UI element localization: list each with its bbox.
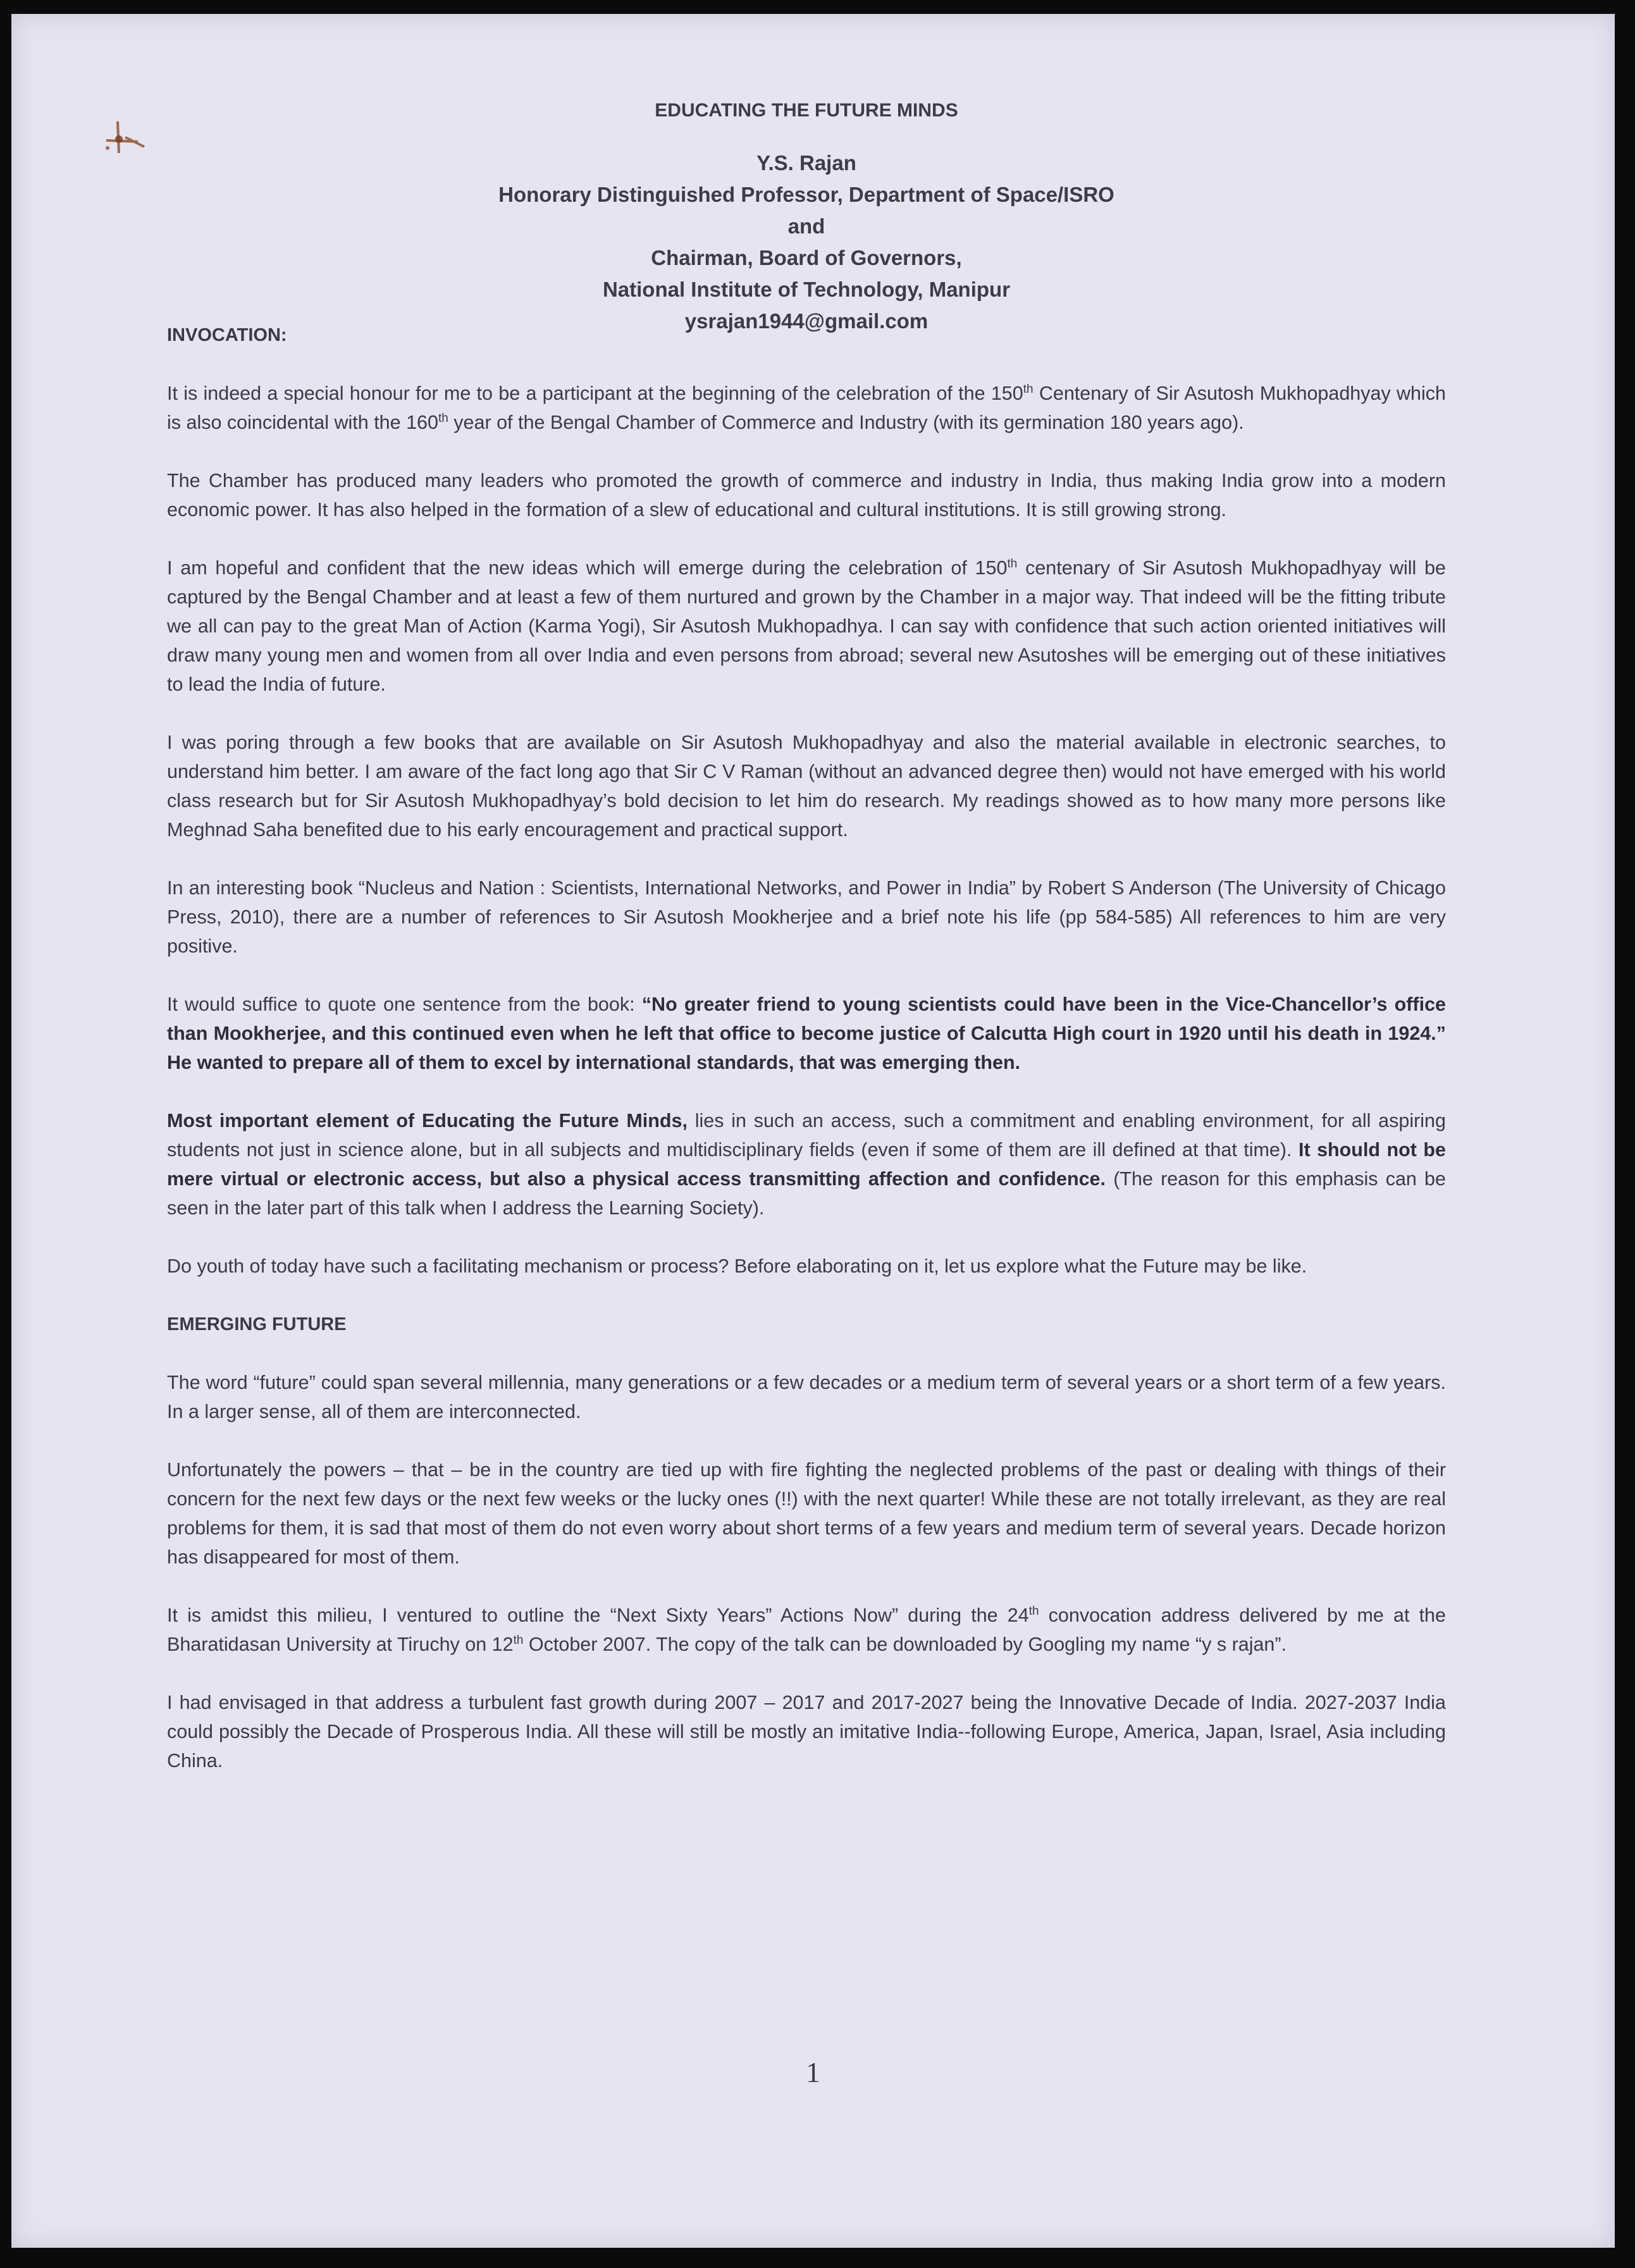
paragraph-2: The Chamber has produced many leaders who promoted the growth of commerce and industry in India, thus making India grow into a modern economic power. It has also helped in the formation of a slew of educational and cultural institutions. It is still growing strong. — [167, 470, 1446, 521]
author-position-2: Chairman, Board of Governors, — [651, 246, 962, 269]
paragraph-3 — [167, 553, 1446, 699]
paragraph-5: In an interesting book “Nucleus and Nation : Scientists, International Networks, and Power in India” by Robert S Anderson (The University of Chicago Press, 2010), there are a number of references to Sir Asutosh Mookherjee and a brief note his life (pp 584-585) All references to him are very positive. — [167, 877, 1446, 957]
paragraph-6 — [167, 990, 1446, 1077]
document-title: EDUCATING THE FUTURE MINDS — [655, 100, 958, 121]
section-heading-emerging-future: EMERGING FUTURE — [167, 1314, 347, 1334]
conjunction-and: and — [787, 214, 825, 238]
text-run: It is indeed a special honour for me to be a participant at the beginning of the celebration of the 150 — [167, 383, 1023, 404]
text-run: Centenary of Sir Asutosh Mukhopadhyay which is also coincidental with the 160 — [167, 383, 1446, 433]
text-run: lies in such an access, such a commitment and enabling environment, for all aspiring students not just in science alone, but in all subjects and multidisciplinary fields (even if some of them are ill defined at that time). — [167, 1110, 1446, 1161]
paragraph-12: I had envisaged in that address a turbulent fast growth during 2007 – 2017 and 2017-2027 being the Innovative Decade of India. 2027-2037 India could possibly the Decade of Prosperous India. All these will still be mostly an imitative India--following Europe, America, Japan, Israel, Asia including China. — [167, 1692, 1446, 1772]
superscript: th — [438, 411, 448, 425]
paragraph-4: I was poring through a few books that are available on Sir Asutosh Mukhopadhyay and also the material available in electronic searches, to understand him better. I am aware of the fact long ago that Sir C V Raman (without an advanced degree then) would not have emerged with his world class research but for Sir Asutosh Mukhopadhyay’s bold decision to let him do research. My readings showed as to how many more persons like Meghnad Saha benefited due to his early encouragement and practical support. — [167, 732, 1446, 841]
author-email: ysrajan1944@gmail.com — [684, 309, 929, 333]
paragraph-10: Unfortunately the powers – that – be in the country are tied up with fire fighting the neglected problems of the past or dealing with things of their concern for the next few days or the next few weeks or the lucky ones (!!) with the next quarter! While these are not totally irrelevant, as they are real problems for them, it is sad that most of them do not even worry about short terms of a few years and medium term of several years. Decade horizon has disappeared for most of them. — [167, 1459, 1446, 1568]
paper-page — [11, 14, 1615, 2248]
document-header — [167, 96, 1446, 337]
author-position-1: Honorary Distinguished Professor, Department of Space/ISRO — [498, 183, 1114, 206]
superscript: th — [1023, 382, 1033, 396]
text-run: convocation address delivered by me at the Bharatidasan University at Tiruchy on 12 — [167, 1605, 1446, 1655]
institution-name: National Institute of Technology, Manipur — [602, 278, 1011, 301]
document-body — [167, 96, 1446, 1775]
section-heading-invocation: INVOCATION: — [167, 325, 287, 345]
bold-text: Most important element of Educating the Future Minds, — [167, 1110, 688, 1131]
page-number: 1 — [806, 2056, 820, 2088]
bold-quote: “No greater friend to young scientists could have been in the Vice-Chancellor’s office than Mookherjee, and this continued even when he left that office to become justice of Calcutta High court in 1920 until his death in 1924.” He wanted to prepare all of them to excel by international standards, that was emerging then. — [167, 994, 1446, 1073]
paragraph-8: Do youth of today have such a facilitating mechanism or process? Before elaborating on it, let us explore what the Future may be like. — [167, 1255, 1307, 1277]
rust-stain-mark — [100, 109, 170, 178]
text-run: centenary of Sir Asutosh Mukhopadhyay will be captured by the Bengal Chamber and at least a few of them nurtured and grown by the Chamber in a major way. That indeed will be the fitting tribute we all can pay to the great Man of Action (Karma Yogi), Sir Asutosh Mukhopadhya. I can say with confidence that such action oriented initiatives will draw many young men and women from all over India and even persons from abroad; several new Asutoshes will be emerging out of these initiatives to lead the India of future. — [167, 557, 1446, 695]
text-run: I am hopeful and confident that the new ideas which will emerge during the celebration of 150 — [167, 557, 1008, 579]
paragraph-9: The word “future” could span several millennia, many generations or a few decades or a medium term of several years or a short term of a few years. In a larger sense, all of them are interconnected. — [167, 1372, 1446, 1422]
paragraph-7 — [167, 1106, 1446, 1223]
author-name: Y.S. Rajan — [756, 151, 856, 175]
superscript: th — [1007, 557, 1018, 570]
bold-text: It should not be mere virtual or electronic access, but also a physical access transmitting affection and confidence. — [167, 1139, 1446, 1190]
text-run: It would suffice to quote one sentence from the book: — [167, 994, 642, 1015]
text-run: year of the Bengal Chamber of Commerce and Industry (with its germination 180 years ago). — [448, 412, 1244, 433]
superscript: th — [513, 1633, 524, 1647]
paragraph-1 — [167, 379, 1446, 437]
superscript: th — [1028, 1604, 1039, 1618]
paragraph-11 — [167, 1601, 1446, 1659]
text-run: It is amidst this milieu, I ventured to outline the “Next Sixty Years” Actions Now” during the 24 — [167, 1605, 1029, 1626]
text-run: (The reason for this emphasis can be seen in the later part of this talk when I address the Learning Society). — [167, 1168, 1446, 1219]
text-run: October 2007. The copy of the talk can be downloaded by Googling my name “y s rajan”. — [523, 1634, 1287, 1655]
